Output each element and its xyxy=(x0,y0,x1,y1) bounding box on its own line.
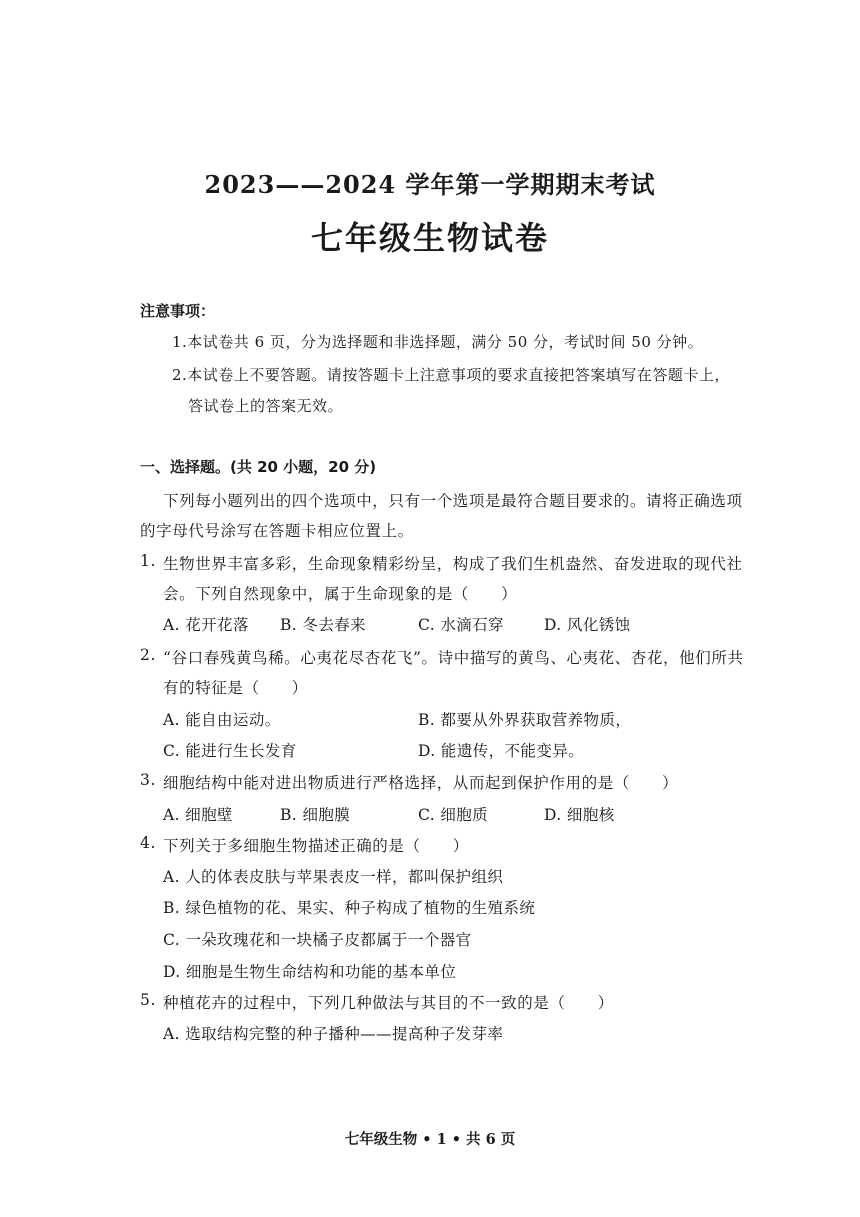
option: C. 水滴石穿 xyxy=(418,616,504,634)
option: D. 风化锈蚀 xyxy=(544,616,631,634)
exam-title: 2023——2024 学年第一学期期末考试 xyxy=(204,170,656,199)
option: C. 细胞质 xyxy=(418,806,489,824)
instruction-line: 下列每小题列出的四个选项中，只有一个选项是最符合题目要求的。请将正确选项 xyxy=(163,492,743,510)
option: B. 冬去春来 xyxy=(280,616,367,634)
option: C. 一朵玫瑰花和一块橘子皮都属于一个器官 xyxy=(163,931,472,949)
section-heading: 一、选择题。(共 20 小题，20 分) xyxy=(140,458,377,476)
notice-heading: 注意事项： xyxy=(140,302,216,320)
question-stem: “谷口春残黄鸟稀。心夷花尽杏花飞”。诗中描写的黄鸟、心夷花、杏花，他们所共 xyxy=(163,649,744,667)
question-stem: 细胞结构中能对进出物质进行严格选择，从而起到保护作用的是（ ） xyxy=(163,774,679,792)
question-stem: 下列关于多细胞生物描述正确的是（ ） xyxy=(163,837,469,855)
option: A. 选取结构完整的种子播种——提高种子发芽率 xyxy=(163,1025,504,1043)
question-stem: 有的特征是（ ） xyxy=(163,679,308,697)
instruction-line: 的字母代号涂写在答题卡相应位置上。 xyxy=(140,522,414,540)
notice-item: 答试卷上的答案无效。 xyxy=(188,397,344,415)
question-number: 5. xyxy=(140,991,156,1009)
question-number: 2. xyxy=(140,646,156,664)
option: D. 细胞核 xyxy=(544,806,615,824)
option: A. 细胞壁 xyxy=(163,806,233,824)
option: A. 能自由运动。 xyxy=(163,711,281,729)
notice-item: 2.本试卷上不要答题。请按答题卡上注意事项的要求直接把答案填写在答题卡上， xyxy=(172,366,730,384)
page-footer: 七年级生物 • 1 • 共 6 页 xyxy=(344,1131,516,1148)
question-number: 1. xyxy=(140,552,156,570)
question-number: 4. xyxy=(140,834,156,852)
option: A. 人的体表皮肤与苹果表皮一样，都叫保护组织 xyxy=(163,868,504,886)
option: D. 能遗传，不能变异。 xyxy=(418,742,585,760)
notice-item: 1.本试卷共 6 页，分为选择题和非选择题，满分 50 分，考试时间 50 分钟。 xyxy=(172,333,704,351)
question-stem: 会。下列自然现象中，属于生命现象的是（ ） xyxy=(163,585,518,603)
question-stem: 种植花卉的过程中，下列几种做法与其目的不一致的是（ ） xyxy=(163,994,614,1012)
option: A. 花开花落 xyxy=(163,616,249,634)
question-number: 3. xyxy=(140,771,156,789)
option: B. 绿色植物的花、果实、种子构成了植物的生殖系统 xyxy=(163,899,536,917)
option: C. 能进行生长发育 xyxy=(163,742,297,760)
option: B. 细胞膜 xyxy=(280,806,351,824)
question-stem: 生物世界丰富多彩，生命现象精彩纷呈，构成了我们生机盎然、奋发进取的现代社 xyxy=(163,555,743,573)
exam-subtitle: 七年级生物试卷 xyxy=(310,219,549,257)
option: D. 细胞是生物生命结构和功能的基本单位 xyxy=(163,963,457,981)
option: B. 都要从外界获取营养物质， xyxy=(418,711,632,729)
